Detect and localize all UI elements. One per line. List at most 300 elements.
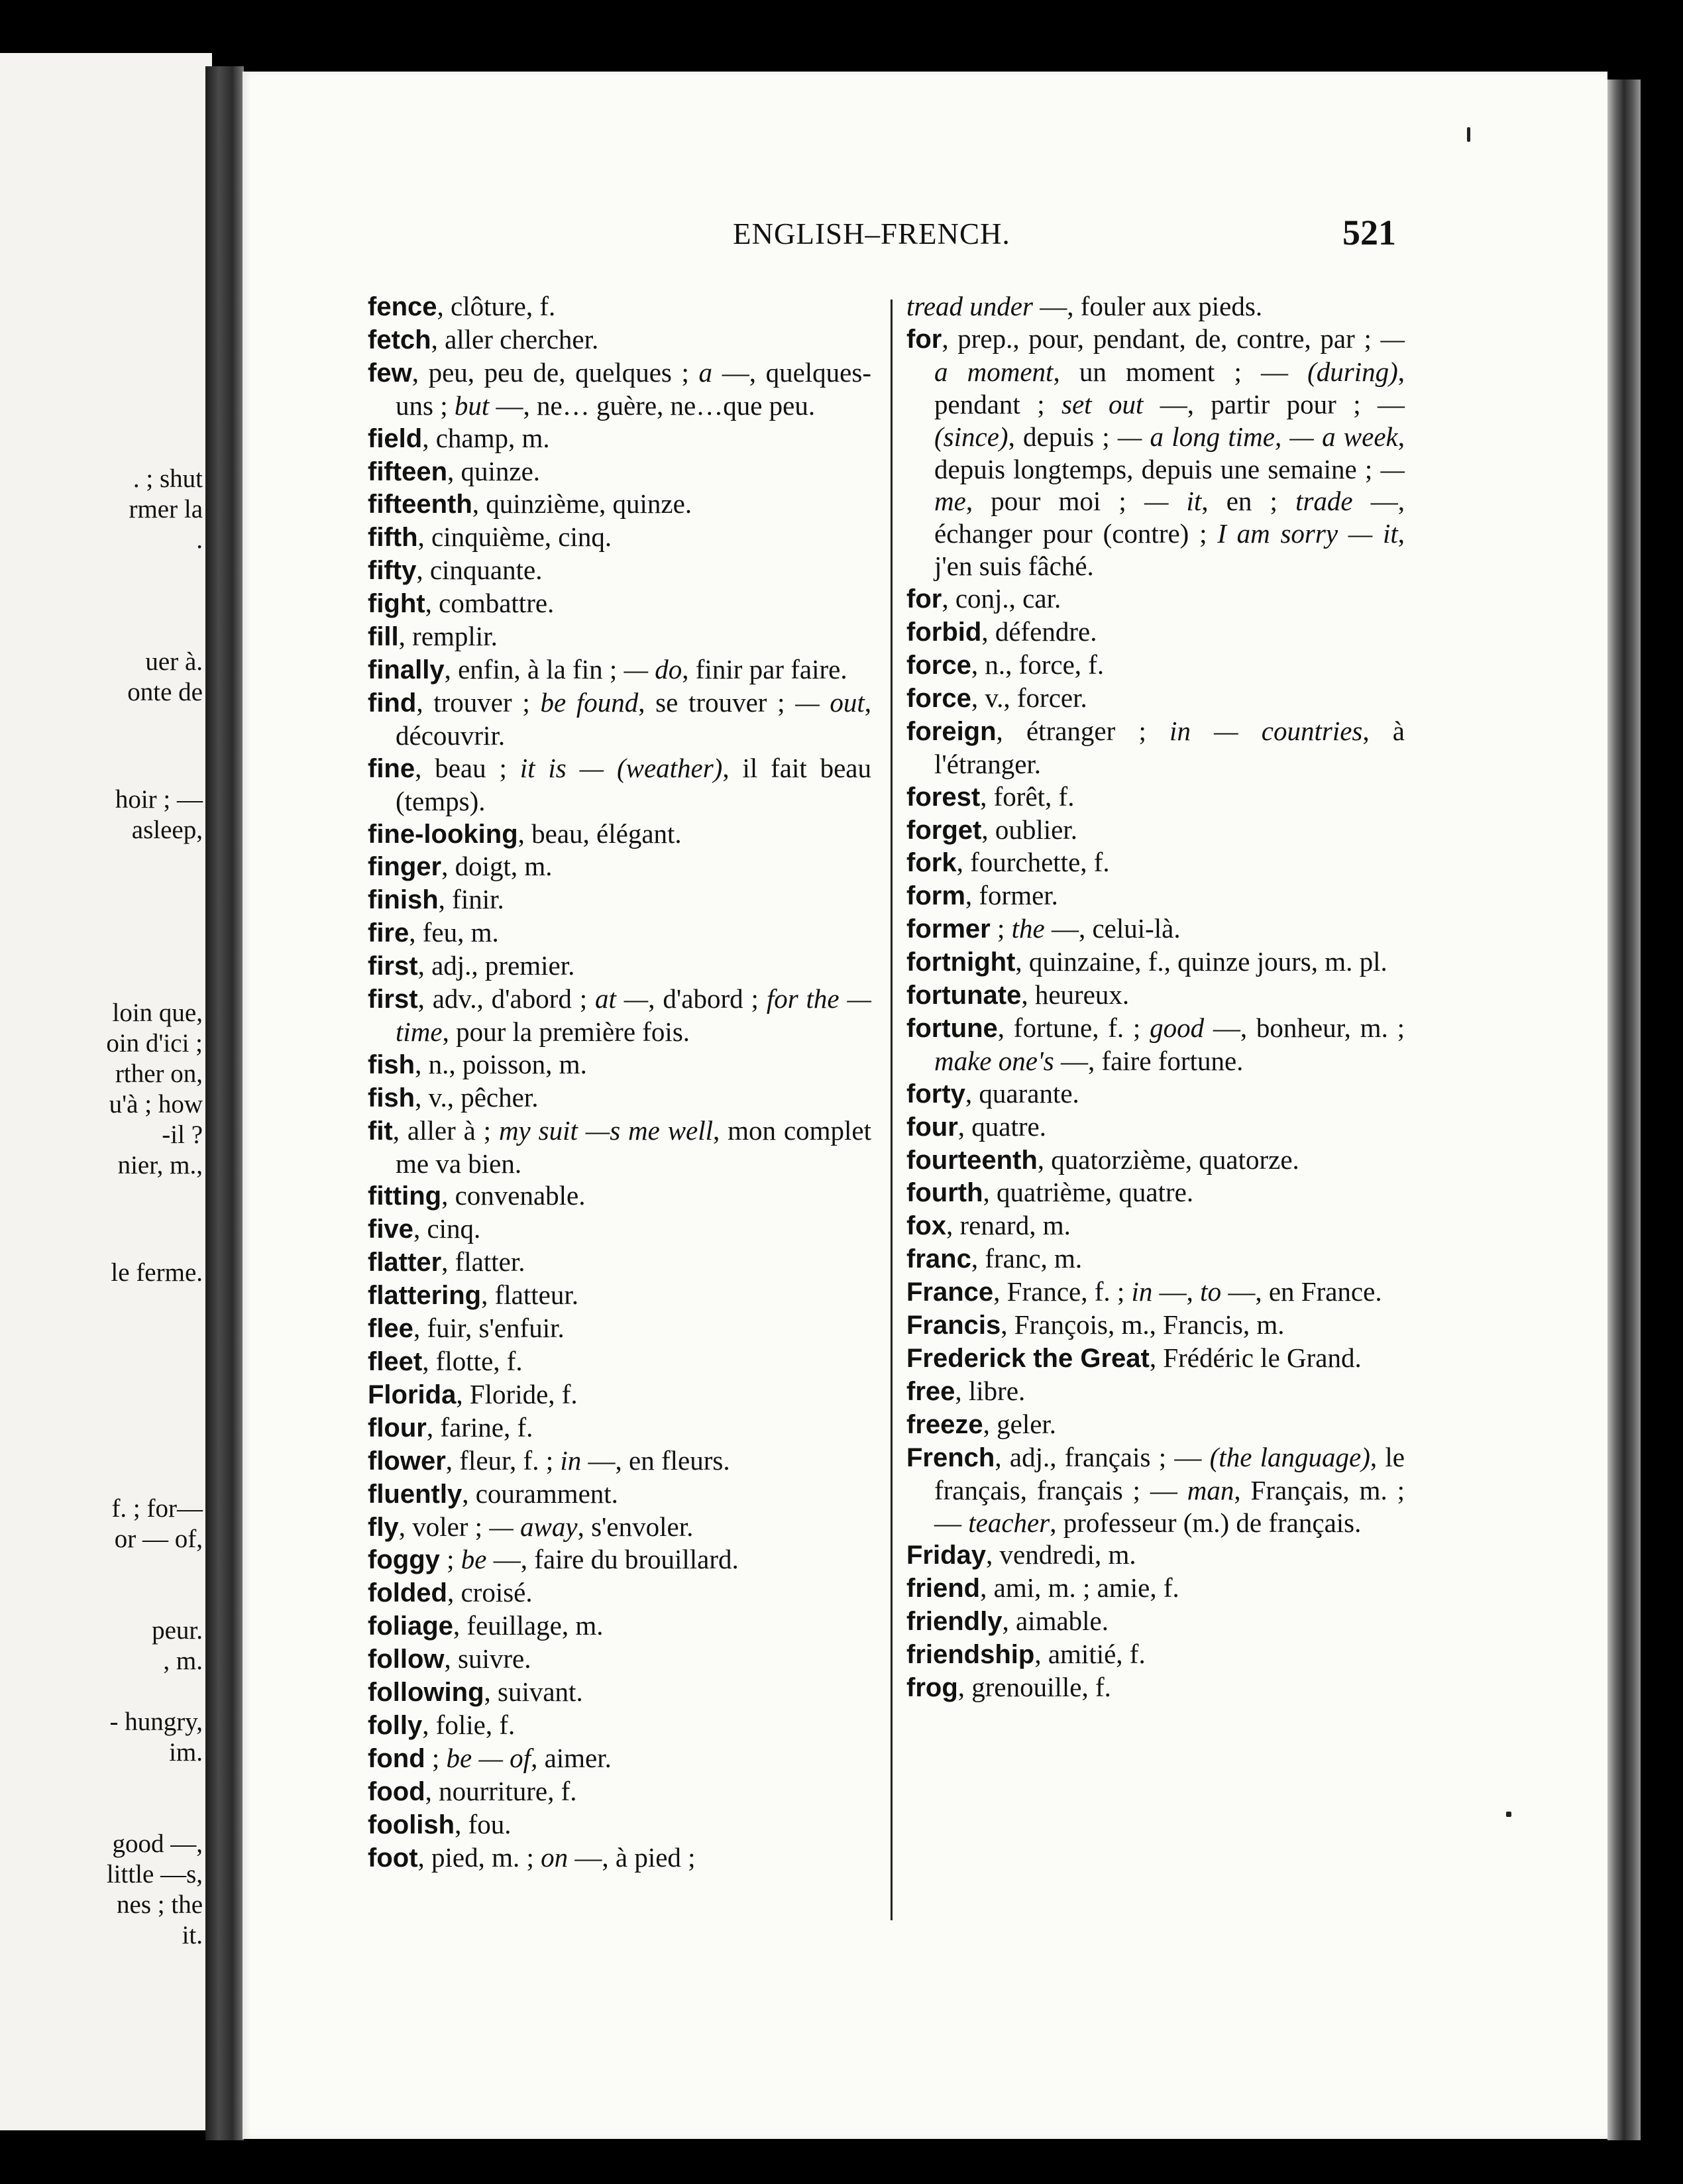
- dictionary-entry: [906, 1144, 1405, 1177]
- headword: fluently: [368, 1479, 462, 1509]
- left-page-fragment: le ferme.: [111, 1258, 203, 1287]
- definition-text: , professeur (m.) de français.: [1050, 1507, 1362, 1538]
- dictionary-entry: [368, 1676, 871, 1709]
- headword: forty: [906, 1079, 965, 1109]
- definition-text: , aimable.: [1002, 1606, 1109, 1637]
- definition-text: , adv., d'abord ;: [417, 983, 596, 1014]
- left-page-fragment: nier, m.,: [117, 1151, 203, 1179]
- definition-text: , couramment.: [462, 1478, 618, 1509]
- definition-text: , n., force, f.: [971, 649, 1105, 680]
- headword: flee: [368, 1314, 413, 1344]
- left-page-fragment: u'à ; how: [109, 1090, 203, 1119]
- dictionary-entry: [368, 1378, 871, 1411]
- left-page-fragment: rther on,: [115, 1060, 203, 1088]
- definition-text: , beau ;: [415, 752, 520, 783]
- dictionary-entry: [906, 616, 1405, 649]
- headword: fortnight: [906, 948, 1016, 977]
- headword: flour: [368, 1413, 427, 1443]
- dictionary-entry: [906, 715, 1405, 781]
- definition-text: , v., forcer.: [971, 682, 1087, 713]
- dictionary-entry: [906, 1176, 1405, 1209]
- dictionary-entry: [906, 1375, 1405, 1408]
- definition-text: , à l'étranger.: [934, 715, 1405, 779]
- definition-text: , flotte, f.: [422, 1346, 523, 1376]
- italic-phrase: set out: [1061, 388, 1144, 419]
- definition-text: , aller chercher.: [431, 323, 599, 355]
- dictionary-entry: [368, 1345, 871, 1378]
- headword: flatter: [368, 1248, 442, 1278]
- headword: fortune: [906, 1013, 998, 1043]
- definition-text: , quinze.: [447, 455, 541, 486]
- dictionary-entry: [906, 1671, 1405, 1704]
- left-page-fragment: little —s,: [106, 1860, 203, 1888]
- dictionary-entry: [368, 1478, 871, 1511]
- margin-speck: [1506, 1812, 1511, 1817]
- definition-text: , fleur, f. ;: [445, 1445, 561, 1476]
- definition-text: , farine, f.: [426, 1411, 533, 1443]
- definition-text: , combattre.: [425, 588, 555, 619]
- italic-phrase: teacher: [968, 1507, 1050, 1538]
- italic-phrase: (the language): [1209, 1441, 1370, 1472]
- headword: foliage: [368, 1611, 453, 1641]
- italic-phrase: to: [1200, 1276, 1222, 1307]
- definition-text: , Frédéric le Grand.: [1149, 1342, 1362, 1373]
- dictionary-entry: [906, 1209, 1405, 1242]
- definition-text: —, bonheur, m. ;: [1204, 1012, 1405, 1043]
- definition-text: , n., poisson, m.: [415, 1048, 587, 1079]
- left-page-edge: [0, 53, 212, 2130]
- definition-text: , v., pêcher.: [415, 1081, 539, 1113]
- definition-text: , enfin, à la fin ;: [444, 653, 624, 684]
- definition-text: , champ, m.: [422, 422, 550, 453]
- definition-text: , finir par faire.: [682, 653, 847, 684]
- dictionary-entry: [368, 916, 871, 950]
- definition-text: , forêt, f.: [980, 781, 1075, 812]
- italic-phrase: a: [698, 356, 713, 388]
- headword: fork: [906, 848, 957, 878]
- definition-text: —, faire du brouillard.: [486, 1544, 739, 1575]
- definition-text: , pour la première fois.: [442, 1016, 690, 1047]
- definition-text: , libre.: [955, 1375, 1026, 1406]
- dictionary-entry: [906, 1408, 1405, 1441]
- dictionary-entry: [368, 686, 871, 752]
- headword: fifty: [368, 556, 417, 586]
- definition-text: , suivre.: [444, 1643, 531, 1674]
- left-page-fragment: it.: [182, 1921, 203, 1949]
- dictionary-entry: [368, 620, 871, 653]
- dictionary-entry: [906, 814, 1405, 847]
- headword: Florida: [368, 1380, 457, 1409]
- definition-text: —,: [1152, 1276, 1201, 1307]
- left-page-fragment: asleep,: [131, 816, 203, 844]
- headword: form: [906, 881, 965, 911]
- italic-phrase: but: [454, 390, 490, 421]
- headword: first: [368, 985, 418, 1014]
- dictionary-entry: [368, 587, 871, 620]
- definition-text: , j'en suis fâché.: [934, 518, 1405, 582]
- definition-text: , clôture, f.: [437, 291, 556, 321]
- left-column: [368, 290, 871, 1875]
- headword: free: [906, 1376, 955, 1406]
- headword: freeze: [906, 1409, 983, 1439]
- headword: friend: [906, 1574, 981, 1604]
- left-page-fragment: oin d'ici ;: [106, 1029, 203, 1058]
- headword: fifteen: [368, 457, 447, 486]
- definition-text: , aller à ;: [392, 1115, 499, 1146]
- headword: franc: [906, 1244, 971, 1274]
- dictionary-entry: [906, 323, 1405, 582]
- left-page-fragment: .: [196, 525, 203, 554]
- italic-phrase: at —: [595, 983, 649, 1014]
- left-page-fragment: f. ; for—: [111, 1494, 203, 1523]
- dictionary-entry: [368, 818, 871, 851]
- italic-phrase: good: [1150, 1012, 1205, 1043]
- headword: fourteenth: [906, 1145, 1038, 1175]
- italic-phrase: trade: [1295, 486, 1353, 517]
- italic-phrase: (during): [1307, 356, 1398, 387]
- dictionary-entry: [368, 1742, 871, 1775]
- headword: fitting: [368, 1181, 442, 1211]
- definition-text: , convenable.: [441, 1180, 586, 1211]
- dictionary-entry: [906, 979, 1405, 1012]
- italic-phrase: in: [560, 1445, 582, 1476]
- headword: foot: [368, 1843, 418, 1873]
- definition-text: , pendant ;: [934, 356, 1405, 419]
- definition-text: , franc, m.: [971, 1243, 1083, 1274]
- definition-text: , voler ;: [398, 1511, 490, 1542]
- definition-text: , quatorzième, quatorze.: [1037, 1144, 1299, 1175]
- dictionary-entry: [368, 1048, 871, 1081]
- definition-text: —, faire fortune.: [1054, 1045, 1244, 1076]
- definition-text: , quatre.: [957, 1111, 1046, 1142]
- dictionary-entry: [906, 1342, 1405, 1375]
- headword: fight: [368, 589, 425, 619]
- headword: following: [368, 1678, 484, 1708]
- headword: fish: [368, 1083, 415, 1113]
- headword: former: [906, 914, 991, 944]
- definition-text: , finir.: [438, 884, 504, 915]
- italic-phrase: be: [461, 1544, 487, 1575]
- definition-text: , doigt, m.: [441, 851, 553, 882]
- definition-text: , vendredi, m.: [986, 1539, 1136, 1570]
- dictionary-entry: [368, 1543, 871, 1576]
- definition-text: , quarante.: [965, 1077, 1079, 1109]
- definition-text: , prep., pour, pendant, de, contre, par ;: [942, 323, 1381, 354]
- headword: folded: [368, 1578, 447, 1608]
- italic-phrase: it is — (weather): [519, 752, 723, 783]
- headword: force: [906, 650, 971, 680]
- headword: Friday: [906, 1541, 987, 1570]
- dictionary-entry: [906, 879, 1405, 912]
- left-page-fragment: , m.: [163, 1647, 203, 1675]
- definition-text: , cinquante.: [416, 555, 543, 586]
- italic-phrase: make one's: [934, 1045, 1054, 1076]
- left-page-fragment: onte de: [127, 678, 203, 706]
- dictionary-entry: [906, 1441, 1405, 1539]
- dictionary-entry: [906, 912, 1405, 946]
- dictionary-entry: [368, 1179, 871, 1213]
- headword: fifteenth: [368, 490, 472, 519]
- headword: for: [906, 324, 942, 354]
- dictionary-entry: [906, 1572, 1405, 1605]
- definition-text: , depuis ;: [1008, 421, 1118, 452]
- dictionary-entry: [368, 1246, 871, 1279]
- left-page-fragment: or — of,: [114, 1525, 203, 1553]
- headword: finish: [368, 885, 439, 915]
- definition-text: ;: [439, 1544, 461, 1575]
- italic-phrase: the: [1011, 913, 1045, 944]
- italic-phrase: — do: [624, 653, 682, 684]
- definition-text: , conj., car.: [942, 583, 1061, 614]
- dictionary-entry: [368, 1411, 871, 1445]
- headword: few: [368, 358, 412, 388]
- definition-text: , quinzaine, f., quinze jours, m. pl.: [1015, 946, 1387, 977]
- definition-text: , amitié, f.: [1034, 1639, 1146, 1670]
- headword: four: [906, 1112, 958, 1142]
- definition-text: , fuir, s'enfuir.: [413, 1313, 565, 1344]
- headword: first: [368, 952, 418, 981]
- definition-text: , en ;: [1201, 486, 1296, 517]
- headword: fire: [368, 918, 409, 948]
- definition-text: , fourchette, f.: [956, 847, 1110, 878]
- definition-text: , renard, m.: [946, 1210, 1071, 1241]
- dictionary-entry: [368, 521, 871, 554]
- headword: fox: [906, 1211, 946, 1241]
- dictionary-entry: [368, 422, 871, 455]
- headword: Francis: [906, 1311, 1001, 1340]
- dictionary-entry: [368, 950, 871, 983]
- left-page-fragment: uer à.: [145, 647, 203, 676]
- headword: frog: [906, 1673, 958, 1703]
- italic-phrase: — a long time, — a week: [1117, 421, 1398, 452]
- italic-phrase: — away: [489, 1511, 578, 1542]
- headword: forget: [906, 815, 982, 845]
- column-rule: [891, 300, 893, 1920]
- definition-text: , oublier.: [981, 814, 1077, 845]
- italic-phrase: in: [1131, 1276, 1153, 1307]
- dictionary-entry: [368, 1576, 871, 1610]
- definition-text: , suivant.: [484, 1676, 583, 1708]
- headword: force: [906, 683, 971, 713]
- dictionary-entry: [368, 1213, 871, 1246]
- dictionary-entry: [368, 1312, 871, 1345]
- italic-phrase: (since): [934, 421, 1008, 452]
- headword: flattering: [368, 1281, 482, 1311]
- definition-text: , fortune, f. ;: [997, 1012, 1150, 1043]
- headword: fine-looking: [368, 819, 518, 849]
- definition-text: , d'abord ;: [648, 983, 767, 1014]
- dictionary-entry: [906, 1605, 1405, 1638]
- definition-text: —, à pied ;: [568, 1841, 696, 1873]
- dictionary-entry: [368, 1775, 871, 1808]
- left-page-fragment: good —,: [112, 1829, 203, 1858]
- definition-text: , adj., premier.: [417, 950, 575, 981]
- italic-phrase: — a moment: [934, 323, 1405, 387]
- definition-text: , mon complet me va bien.: [396, 1115, 871, 1179]
- definition-text: , heureux.: [1021, 979, 1130, 1010]
- headword: fine: [368, 753, 415, 783]
- definition-text: , découvrir.: [396, 686, 871, 751]
- dictionary-entry: [368, 488, 871, 521]
- italic-phrase: — out: [795, 686, 865, 718]
- headword: fifth: [368, 523, 418, 553]
- italic-phrase: man: [1187, 1474, 1234, 1505]
- dictionary-entry: [906, 1012, 1405, 1077]
- definition-text: , fou.: [455, 1808, 512, 1839]
- dictionary-entry: [368, 1511, 871, 1544]
- dictionary-entry: [368, 850, 871, 883]
- dictionary-entry: [906, 1638, 1405, 1671]
- headword: French: [906, 1443, 995, 1472]
- dictionary-entry: [368, 1841, 871, 1875]
- definition-text: ;: [990, 913, 1012, 944]
- dictionary-entry: [906, 1539, 1405, 1572]
- headword: finally: [368, 655, 445, 684]
- definition-text: —, ne… guère, ne…que peu.: [489, 390, 816, 421]
- headword: Frederick the Great: [906, 1344, 1150, 1373]
- definition-text: , cinquième, cinq.: [417, 521, 612, 553]
- definition-text: , feu, m.: [409, 917, 499, 948]
- definition-text: , étranger ;: [996, 715, 1170, 746]
- definition-text: , un moment ; —: [1053, 356, 1308, 387]
- definition-text: —, en fleurs.: [581, 1445, 730, 1476]
- definition-text: , Français, m. ; —: [934, 1474, 1405, 1538]
- headword: folly: [368, 1710, 423, 1740]
- dictionary-entry: [368, 1709, 871, 1742]
- italic-phrase: on: [541, 1841, 569, 1873]
- dictionary-entry: [906, 1309, 1405, 1342]
- definition-text: , défendre.: [981, 616, 1097, 647]
- dictionary-entry: [368, 653, 871, 686]
- dictionary-entry: [368, 455, 871, 488]
- headword: fit: [368, 1116, 393, 1146]
- left-page-fragment: im.: [169, 1738, 203, 1767]
- left-page-fragment: loin que,: [112, 999, 203, 1027]
- definition-text: , Floride, f.: [456, 1378, 578, 1409]
- definition-text: , beau, élégant.: [517, 818, 682, 849]
- headword: fleet: [368, 1347, 423, 1376]
- running-head: ENGLISH–FRENCH.: [733, 217, 1010, 250]
- dictionary-entry: [368, 1081, 871, 1115]
- italic-phrase: be — of: [446, 1742, 531, 1773]
- definition-text: , former.: [965, 880, 1058, 911]
- left-page-fragment: - hungry,: [109, 1708, 203, 1736]
- headword: forest: [906, 782, 981, 812]
- italic-phrase: — me: [934, 453, 1405, 517]
- headword: foolish: [368, 1810, 455, 1839]
- italic-phrase: I am sorry — it: [1217, 518, 1398, 549]
- dictionary-entry: [906, 1111, 1405, 1144]
- definition-text: , pour moi ;: [965, 486, 1144, 517]
- headword: fish: [368, 1050, 415, 1079]
- headword: field: [368, 423, 423, 453]
- headword: five: [368, 1215, 413, 1244]
- dictionary-entry: [906, 846, 1405, 879]
- dictionary-entry: [368, 1115, 871, 1180]
- dictionary-entry: [906, 781, 1405, 814]
- definition-text: , nourriture, f.: [425, 1775, 577, 1806]
- definition-text: ;: [425, 1742, 447, 1773]
- dictionary-entry: [368, 1808, 871, 1841]
- definition-text: , flatter.: [441, 1246, 525, 1278]
- dictionary-entry: [368, 554, 871, 587]
- headword: friendly: [906, 1607, 1003, 1637]
- definition-text: , aimer.: [531, 1742, 612, 1773]
- book-gutter: [205, 66, 244, 2140]
- definition-text: —, en France.: [1221, 1276, 1382, 1307]
- definition-text: —, quelques-uns ;: [396, 356, 871, 421]
- dictionary-entry: [368, 323, 871, 356]
- left-page-fragment: rmer la: [129, 495, 203, 523]
- dictionary-entry: [906, 1077, 1405, 1111]
- dictionary-entry: [368, 983, 871, 1048]
- definition-text: —, échanger pour (contre) ;: [934, 486, 1405, 549]
- dictionary-entry: [906, 1242, 1405, 1276]
- left-page-fragment: hoir ; —: [115, 785, 203, 814]
- dictionary-entry: [368, 356, 871, 422]
- definition-text: , remplir.: [398, 621, 498, 652]
- definition-text: , feuillage, m.: [453, 1610, 604, 1641]
- dictionary-entry: [368, 883, 871, 916]
- italic-phrase: — it: [1144, 486, 1202, 517]
- definition-text: , geler.: [983, 1408, 1057, 1439]
- headword: flower: [368, 1446, 446, 1476]
- definition-text: , cinq.: [413, 1213, 481, 1244]
- definition-text: , croisé.: [447, 1577, 533, 1608]
- italic-phrase: my suit —s me well: [498, 1115, 714, 1146]
- dictionary-entry: [906, 290, 1405, 323]
- dictionary-entry: [906, 682, 1405, 715]
- headword: fond: [368, 1743, 425, 1773]
- definition-text: , le français, français ; —: [934, 1441, 1405, 1505]
- headword: food: [368, 1776, 425, 1806]
- definition-text: , peu, peu de, quelques ;: [411, 356, 699, 388]
- headword: fetch: [368, 325, 431, 355]
- dictionary-entry: [368, 1445, 871, 1478]
- left-page-fragment: nes ; the: [117, 1890, 203, 1919]
- definition-text: , s'envoler.: [577, 1511, 694, 1542]
- right-column: [906, 290, 1405, 1704]
- definition-text: , quinzième, quinze.: [472, 488, 692, 519]
- headword: forbid: [906, 618, 982, 647]
- headword: fortunate: [906, 981, 1022, 1010]
- definition-text: , ami, m. ; amie, f.: [980, 1572, 1179, 1604]
- definition-text: , se trouver ;: [638, 686, 796, 718]
- definition-text: —, celui-là.: [1044, 913, 1181, 944]
- definition-text: —, partir pour ; —: [1143, 388, 1405, 419]
- left-page-fragment: peur.: [152, 1616, 203, 1645]
- headword: fence: [368, 292, 437, 321]
- left-page-fragment: . ; shut: [133, 464, 203, 493]
- dictionary-entry: [368, 1610, 871, 1643]
- definition-text: , folie, f.: [422, 1709, 516, 1740]
- dictionary-entry: [368, 1643, 871, 1676]
- definition-text: , France, f. ;: [993, 1276, 1132, 1307]
- page-number: 521: [1342, 213, 1396, 252]
- definition-text: , pied, m. ;: [417, 1841, 541, 1873]
- italic-phrase: tread under: [906, 291, 1033, 321]
- italic-phrase: be found: [540, 686, 639, 718]
- definition-text: , trouver ;: [416, 686, 541, 718]
- headword: friendship: [906, 1640, 1035, 1670]
- definition-text: , flatteur.: [481, 1280, 578, 1311]
- italic-phrase: for the — time: [396, 983, 871, 1047]
- definition-text: , quatrième, quatre.: [983, 1177, 1194, 1208]
- dictionary-entry: [368, 752, 871, 818]
- headword: foreign: [906, 716, 997, 746]
- definition-text: , adj., français ; —: [995, 1441, 1210, 1472]
- headword: follow: [368, 1645, 445, 1674]
